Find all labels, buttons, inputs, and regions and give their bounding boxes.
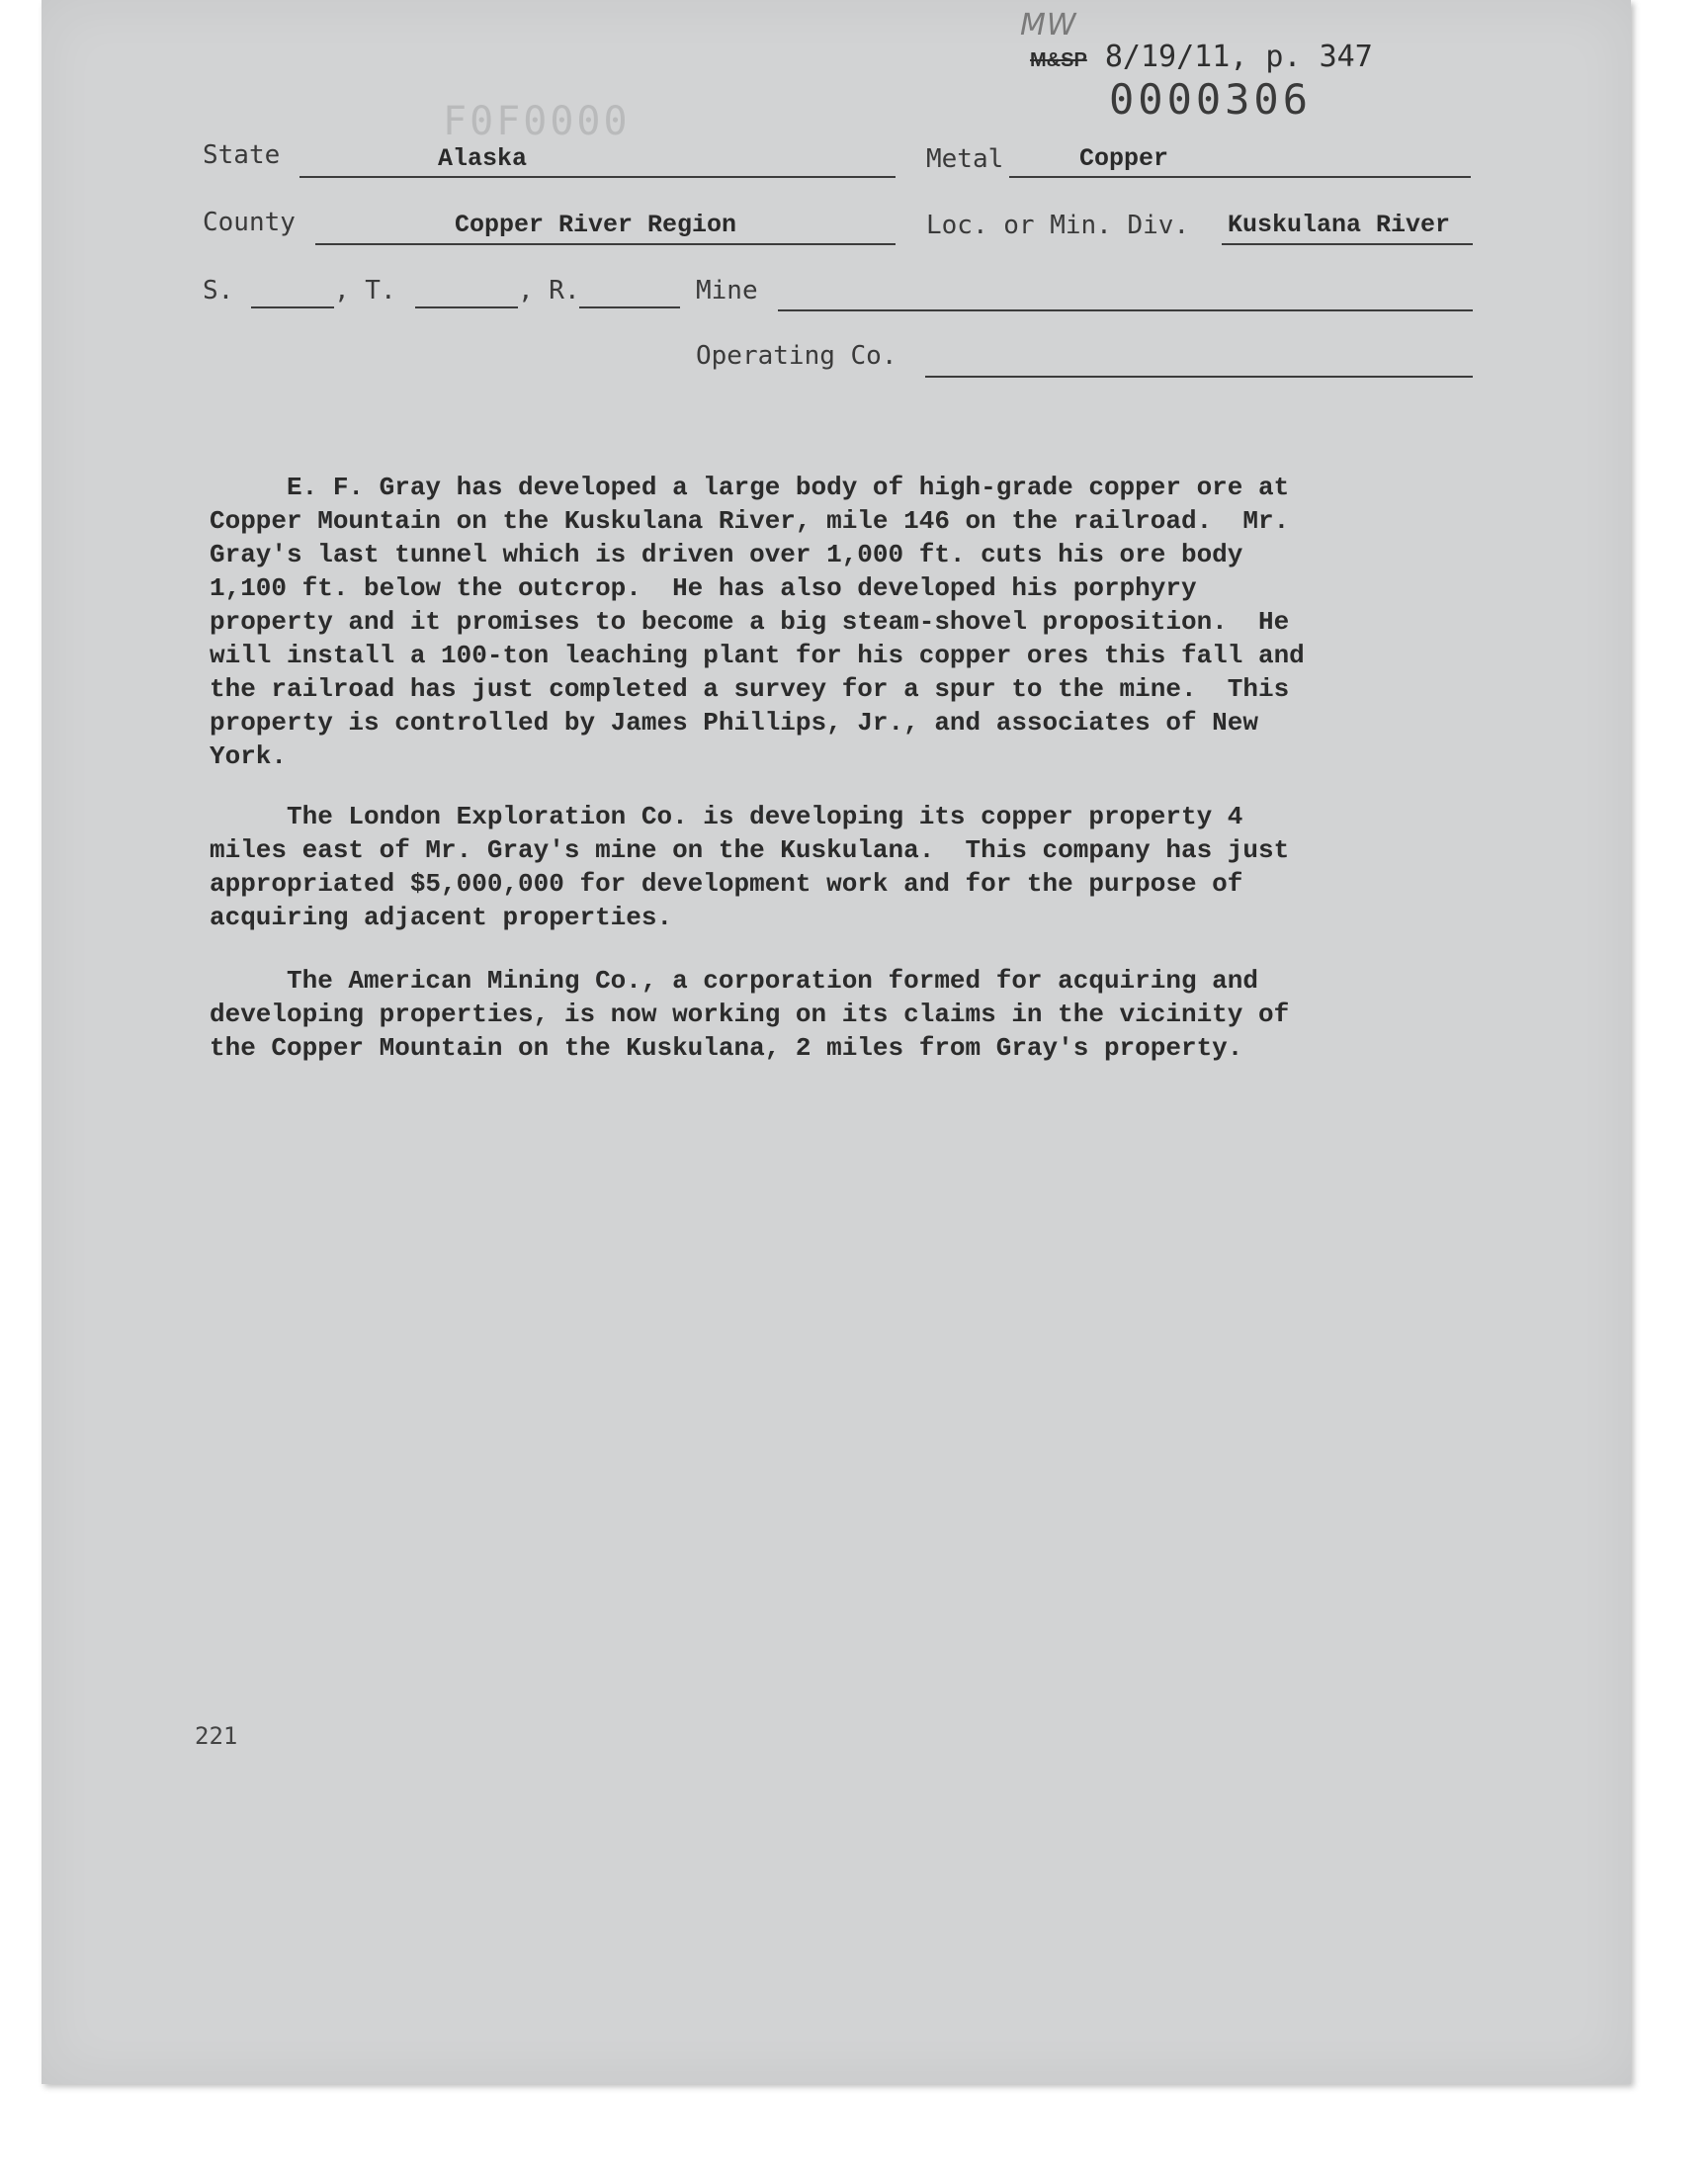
state-value: Alaska [438, 144, 528, 173]
paragraph-gray: E. F. Gray has developed a large body of high-grade copper ore at Copper Mountain on the Kuskulana River, mile 146 on the railroad. Mr. Gray's last tunnel which is driven over 1,000 ft. cuts his ore body 1,100 ft. below the outcrop. He has also developed his porphyry property and it promises to become a big steam-shovel proposition. He will install a 100-ton leaching plant for his copper ores this fall and the railroad has just completed a survey for a spur to the mine. This property is controlled by James Phillips, Jr., and associates of New York. [210, 473, 1305, 771]
township-label: , T. [334, 276, 396, 305]
page-number: 221 [195, 1722, 238, 1750]
struck-reference: M&SP [1030, 49, 1087, 71]
mine-underline [778, 309, 1473, 311]
mine-label: Mine [696, 276, 758, 305]
section-label: S. [203, 276, 234, 305]
county-label: County [203, 208, 296, 237]
reference-text: 8/19/11, p. 347 [1104, 40, 1373, 74]
loc-underline [1222, 243, 1473, 245]
range-label: , R. [518, 276, 580, 305]
township-underline [415, 306, 518, 308]
loc-label: Loc. or Min. Div. [926, 211, 1190, 240]
metal-label: Metal [926, 144, 1004, 174]
faded-stamp-number: F0F0000 [443, 99, 631, 144]
metal-value: Copper [1079, 144, 1169, 173]
county-underline [315, 243, 896, 245]
paragraph-american-mining: The American Mining Co., a corporation formed for acquiring and developing properties, is now working on its claims in the vicinity of the Copper Mountain on the Kuskulana, 2 miles from Gray's property. [210, 966, 1290, 1063]
source-reference [1030, 40, 1373, 74]
state-underline [299, 176, 896, 178]
metal-underline [1009, 176, 1471, 178]
operating-underline [925, 376, 1473, 378]
handwritten-initials: MW [1020, 8, 1077, 43]
stamp-number: 0000306 [1109, 75, 1313, 124]
section-underline [251, 306, 334, 308]
paragraph-london-exploration: The London Exploration Co. is developing its copper property 4 miles east of Mr. Gray's mine on the Kuskulana. This company has just appropriated $5,000,000 for development work and for the purpose of acquiring adjacent properties. [210, 802, 1290, 932]
range-underline [579, 306, 680, 308]
county-value: Copper River Region [455, 211, 737, 239]
loc-value: Kuskulana River [1228, 211, 1451, 239]
state-label: State [203, 140, 281, 170]
operating-label: Operating Co. [696, 341, 897, 371]
